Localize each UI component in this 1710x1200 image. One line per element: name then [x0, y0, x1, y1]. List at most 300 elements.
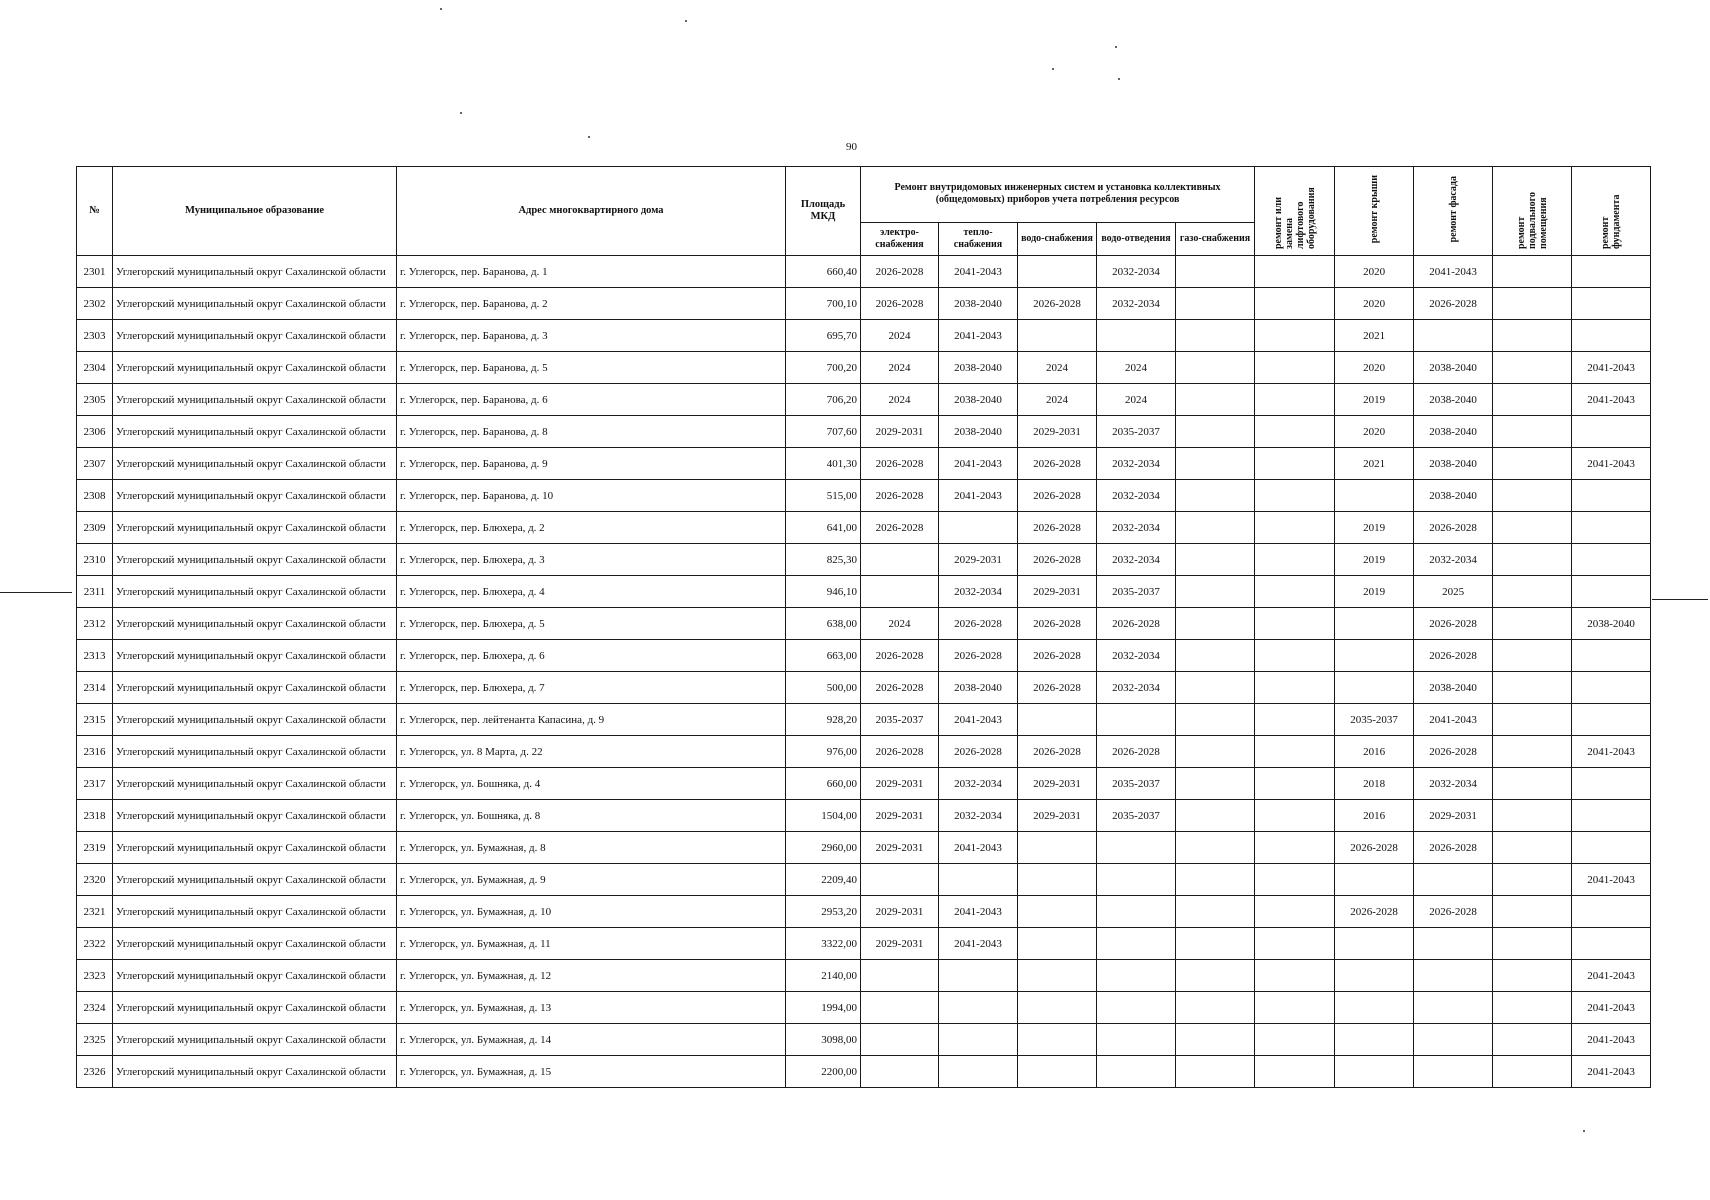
electricity-cell: 2024	[861, 352, 939, 384]
row-number: 2311	[77, 576, 113, 608]
water-disposal-cell	[1097, 1056, 1176, 1088]
gas-cell	[1176, 288, 1255, 320]
basement-cell	[1493, 832, 1572, 864]
table-row	[77, 768, 1651, 800]
municipality-cell: Углегорский муниципальный округ Сахалинской области	[113, 576, 397, 608]
gas-cell	[1176, 448, 1255, 480]
foundation-cell	[1572, 576, 1651, 608]
water-disposal-cell: 2035-2037	[1097, 576, 1176, 608]
area-cell: 2140,00	[786, 960, 861, 992]
elevator-cell	[1255, 896, 1335, 928]
basement-cell	[1493, 544, 1572, 576]
foundation-cell	[1572, 640, 1651, 672]
table-row	[77, 256, 1651, 288]
electricity-cell: 2026-2028	[861, 448, 939, 480]
heating-cell	[939, 1056, 1018, 1088]
facade-cell: 2026-2028	[1414, 640, 1493, 672]
table-row	[77, 736, 1651, 768]
basement-cell	[1493, 640, 1572, 672]
basement-cell	[1493, 992, 1572, 1024]
water-disposal-cell	[1097, 832, 1176, 864]
roof-cell: 2026-2028	[1335, 896, 1414, 928]
address-cell: г. Углегорск, пер. Баранова, д. 2	[397, 288, 786, 320]
area-cell: 825,30	[786, 544, 861, 576]
water-supply-cell	[1018, 704, 1097, 736]
heating-cell: 2032-2034	[939, 768, 1018, 800]
heating-cell	[939, 864, 1018, 896]
municipality-cell: Углегорский муниципальный округ Сахалинской области	[113, 672, 397, 704]
gas-cell	[1176, 512, 1255, 544]
heating-cell	[939, 512, 1018, 544]
municipality-cell: Углегорский муниципальный округ Сахалинской области	[113, 480, 397, 512]
municipality-cell: Углегорский муниципальный округ Сахалинской области	[113, 544, 397, 576]
header-roof-label: ремонт крыши	[1368, 174, 1380, 244]
row-number: 2304	[77, 352, 113, 384]
elevator-cell	[1255, 1024, 1335, 1056]
roof-cell	[1335, 1024, 1414, 1056]
heating-cell: 2041-2043	[939, 704, 1018, 736]
foundation-cell: 2041-2043	[1572, 992, 1651, 1024]
facade-cell: 2038-2040	[1414, 352, 1493, 384]
elevator-cell	[1255, 480, 1335, 512]
header-municipality: Муниципальное образование	[113, 167, 397, 256]
area-cell: 500,00	[786, 672, 861, 704]
gas-cell	[1176, 640, 1255, 672]
water-supply-cell: 2029-2031	[1018, 768, 1097, 800]
municipality-cell: Углегорский муниципальный округ Сахалинской области	[113, 384, 397, 416]
address-cell: г. Углегорск, пер. Баранова, д. 6	[397, 384, 786, 416]
water-disposal-cell: 2032-2034	[1097, 672, 1176, 704]
basement-cell	[1493, 416, 1572, 448]
address-cell: г. Углегорск, ул. Бошняка, д. 8	[397, 800, 786, 832]
table-row	[77, 352, 1651, 384]
municipality-cell: Углегорский муниципальный округ Сахалинской области	[113, 640, 397, 672]
electricity-cell: 2026-2028	[861, 672, 939, 704]
heating-cell: 2041-2043	[939, 256, 1018, 288]
heating-cell: 2041-2043	[939, 448, 1018, 480]
electricity-cell: 2026-2028	[861, 256, 939, 288]
water-supply-cell	[1018, 960, 1097, 992]
elevator-cell	[1255, 288, 1335, 320]
row-number: 2319	[77, 832, 113, 864]
water-disposal-cell: 2026-2028	[1097, 736, 1176, 768]
address-cell: г. Углегорск, пер. Баранова, д. 3	[397, 320, 786, 352]
address-cell: г. Углегорск, пер. лейтенанта Капасина, д. 9	[397, 704, 786, 736]
elevator-cell	[1255, 576, 1335, 608]
gas-cell	[1176, 384, 1255, 416]
row-number: 2312	[77, 608, 113, 640]
row-number: 2323	[77, 960, 113, 992]
table-row	[77, 1056, 1651, 1088]
water-supply-cell: 2029-2031	[1018, 576, 1097, 608]
water-supply-cell	[1018, 896, 1097, 928]
foundation-cell: 2041-2043	[1572, 384, 1651, 416]
water-disposal-cell: 2032-2034	[1097, 480, 1176, 512]
header-water-disposal: водо-отведения	[1097, 222, 1176, 255]
water-supply-cell: 2026-2028	[1018, 640, 1097, 672]
facade-cell: 2025	[1414, 576, 1493, 608]
area-cell: 976,00	[786, 736, 861, 768]
water-disposal-cell: 2032-2034	[1097, 448, 1176, 480]
header-engineering-systems: Ремонт внутридомовых инженерных систем и установка коллективных (общедомовых) приборов учета потребления ресурсов	[861, 167, 1255, 223]
elevator-cell	[1255, 448, 1335, 480]
table-row	[77, 384, 1651, 416]
foundation-cell	[1572, 288, 1651, 320]
elevator-cell	[1255, 512, 1335, 544]
heating-cell: 2041-2043	[939, 928, 1018, 960]
elevator-cell	[1255, 544, 1335, 576]
foundation-cell: 2041-2043	[1572, 864, 1651, 896]
foundation-cell	[1572, 768, 1651, 800]
area-cell: 663,00	[786, 640, 861, 672]
basement-cell	[1493, 928, 1572, 960]
facade-cell: 2038-2040	[1414, 480, 1493, 512]
row-number: 2310	[77, 544, 113, 576]
foundation-cell	[1572, 704, 1651, 736]
elevator-cell	[1255, 736, 1335, 768]
table-row	[77, 896, 1651, 928]
scan-speck	[1115, 46, 1117, 48]
area-cell: 660,40	[786, 256, 861, 288]
water-disposal-cell: 2035-2037	[1097, 800, 1176, 832]
basement-cell	[1493, 384, 1572, 416]
row-number: 2302	[77, 288, 113, 320]
roof-cell: 2020	[1335, 288, 1414, 320]
basement-cell	[1493, 736, 1572, 768]
municipality-cell: Углегорский муниципальный округ Сахалинской области	[113, 320, 397, 352]
row-number: 2318	[77, 800, 113, 832]
water-disposal-cell: 2032-2034	[1097, 288, 1176, 320]
table-row	[77, 640, 1651, 672]
water-supply-cell	[1018, 1024, 1097, 1056]
address-cell: г. Углегорск, пер. Баранова, д. 10	[397, 480, 786, 512]
municipality-cell: Углегорский муниципальный округ Сахалинской области	[113, 960, 397, 992]
facade-cell: 2032-2034	[1414, 544, 1493, 576]
municipality-cell: Углегорский муниципальный округ Сахалинской области	[113, 1024, 397, 1056]
heating-cell	[939, 960, 1018, 992]
row-number: 2301	[77, 256, 113, 288]
water-disposal-cell: 2032-2034	[1097, 544, 1176, 576]
heating-cell: 2041-2043	[939, 320, 1018, 352]
row-number: 2324	[77, 992, 113, 1024]
table-row	[77, 704, 1651, 736]
row-number: 2322	[77, 928, 113, 960]
table-row	[77, 832, 1651, 864]
gas-cell	[1176, 864, 1255, 896]
header-elevator-label: ремонт или замена лифтового оборудования	[1272, 187, 1317, 249]
address-cell: г. Углегорск, пер. Блюхера, д. 3	[397, 544, 786, 576]
elevator-cell	[1255, 256, 1335, 288]
roof-cell: 2020	[1335, 256, 1414, 288]
water-disposal-cell: 2024	[1097, 352, 1176, 384]
basement-cell	[1493, 960, 1572, 992]
electricity-cell: 2026-2028	[861, 480, 939, 512]
row-number: 2309	[77, 512, 113, 544]
roof-cell	[1335, 928, 1414, 960]
address-cell: г. Углегорск, ул. 8 Марта, д. 22	[397, 736, 786, 768]
water-supply-cell: 2026-2028	[1018, 448, 1097, 480]
facade-cell	[1414, 320, 1493, 352]
scan-line-left	[0, 592, 72, 593]
table-row	[77, 992, 1651, 1024]
address-cell: г. Углегорск, пер. Блюхера, д. 7	[397, 672, 786, 704]
facade-cell: 2026-2028	[1414, 832, 1493, 864]
water-supply-cell	[1018, 1056, 1097, 1088]
facade-cell: 2026-2028	[1414, 288, 1493, 320]
address-cell: г. Углегорск, ул. Бумажная, д. 10	[397, 896, 786, 928]
foundation-cell: 2041-2043	[1572, 352, 1651, 384]
municipality-cell: Углегорский муниципальный округ Сахалинской области	[113, 928, 397, 960]
municipality-cell: Углегорский муниципальный округ Сахалинской области	[113, 448, 397, 480]
electricity-cell	[861, 1024, 939, 1056]
heating-cell: 2038-2040	[939, 288, 1018, 320]
electricity-cell: 2026-2028	[861, 288, 939, 320]
water-disposal-cell	[1097, 960, 1176, 992]
heating-cell	[939, 992, 1018, 1024]
basement-cell	[1493, 576, 1572, 608]
header-gas: газо-снабжения	[1176, 222, 1255, 255]
address-cell: г. Углегорск, пер. Блюхера, д. 2	[397, 512, 786, 544]
header-basement-label: ремонт подвального помещения	[1515, 192, 1549, 249]
foundation-cell	[1572, 320, 1651, 352]
water-disposal-cell	[1097, 864, 1176, 896]
row-number: 2316	[77, 736, 113, 768]
water-disposal-cell	[1097, 896, 1176, 928]
gas-cell	[1176, 320, 1255, 352]
area-cell: 515,00	[786, 480, 861, 512]
water-disposal-cell: 2032-2034	[1097, 512, 1176, 544]
scan-speck	[1052, 68, 1054, 70]
elevator-cell	[1255, 640, 1335, 672]
heating-cell: 2026-2028	[939, 736, 1018, 768]
facade-cell: 2032-2034	[1414, 768, 1493, 800]
water-supply-cell: 2024	[1018, 384, 1097, 416]
basement-cell	[1493, 352, 1572, 384]
gas-cell	[1176, 928, 1255, 960]
table-row	[77, 928, 1651, 960]
scan-speck	[460, 112, 462, 114]
municipality-cell: Углегорский муниципальный округ Сахалинской области	[113, 800, 397, 832]
electricity-cell: 2029-2031	[861, 896, 939, 928]
gas-cell	[1176, 1056, 1255, 1088]
area-cell: 2209,40	[786, 864, 861, 896]
address-cell: г. Углегорск, пер. Баранова, д. 1	[397, 256, 786, 288]
foundation-cell: 2041-2043	[1572, 736, 1651, 768]
row-number: 2315	[77, 704, 113, 736]
elevator-cell	[1255, 416, 1335, 448]
roof-cell	[1335, 672, 1414, 704]
municipality-cell: Углегорский муниципальный округ Сахалинской области	[113, 416, 397, 448]
gas-cell	[1176, 768, 1255, 800]
municipality-cell: Углегорский муниципальный округ Сахалинской области	[113, 768, 397, 800]
table-row	[77, 1024, 1651, 1056]
electricity-cell: 2029-2031	[861, 832, 939, 864]
area-cell: 2200,00	[786, 1056, 861, 1088]
roof-cell: 2021	[1335, 448, 1414, 480]
water-supply-cell: 2029-2031	[1018, 800, 1097, 832]
roof-cell: 2035-2037	[1335, 704, 1414, 736]
gas-cell	[1176, 992, 1255, 1024]
address-cell: г. Углегорск, пер. Блюхера, д. 6	[397, 640, 786, 672]
roof-cell	[1335, 608, 1414, 640]
gas-cell	[1176, 960, 1255, 992]
heating-cell: 2038-2040	[939, 384, 1018, 416]
elevator-cell	[1255, 384, 1335, 416]
area-cell: 946,10	[786, 576, 861, 608]
heating-cell: 2041-2043	[939, 832, 1018, 864]
water-disposal-cell: 2035-2037	[1097, 768, 1176, 800]
foundation-cell: 2038-2040	[1572, 608, 1651, 640]
facade-cell: 2041-2043	[1414, 256, 1493, 288]
gas-cell	[1176, 800, 1255, 832]
water-supply-cell	[1018, 928, 1097, 960]
header-water-supply: водо-снабжения	[1018, 222, 1097, 255]
heating-cell	[939, 1024, 1018, 1056]
elevator-cell	[1255, 1056, 1335, 1088]
foundation-cell	[1572, 928, 1651, 960]
scan-speck	[1583, 1130, 1585, 1132]
gas-cell	[1176, 416, 1255, 448]
electricity-cell	[861, 864, 939, 896]
electricity-cell	[861, 960, 939, 992]
water-disposal-cell: 2035-2037	[1097, 416, 1176, 448]
address-cell: г. Углегорск, ул. Бошняка, д. 4	[397, 768, 786, 800]
municipality-cell: Углегорский муниципальный округ Сахалинской области	[113, 736, 397, 768]
address-cell: г. Углегорск, пер. Баранова, д. 5	[397, 352, 786, 384]
table-row	[77, 288, 1651, 320]
electricity-cell	[861, 576, 939, 608]
area-cell: 3098,00	[786, 1024, 861, 1056]
row-number: 2308	[77, 480, 113, 512]
municipality-cell: Углегорский муниципальный округ Сахалинской области	[113, 704, 397, 736]
water-supply-cell: 2024	[1018, 352, 1097, 384]
table-row	[77, 480, 1651, 512]
header-address: Адрес многоквартирного дома	[397, 167, 786, 256]
area-cell: 2953,20	[786, 896, 861, 928]
water-supply-cell: 2029-2031	[1018, 416, 1097, 448]
area-cell: 928,20	[786, 704, 861, 736]
gas-cell	[1176, 832, 1255, 864]
table-row	[77, 960, 1651, 992]
area-cell: 700,10	[786, 288, 861, 320]
header-facade-label: ремонт фасада	[1447, 175, 1459, 243]
water-supply-cell: 2026-2028	[1018, 608, 1097, 640]
gas-cell	[1176, 672, 1255, 704]
municipality-cell: Углегорский муниципальный округ Сахалинской области	[113, 288, 397, 320]
area-cell: 3322,00	[786, 928, 861, 960]
row-number: 2306	[77, 416, 113, 448]
foundation-cell	[1572, 896, 1651, 928]
row-number: 2313	[77, 640, 113, 672]
header-heating: тепло-снабжения	[939, 222, 1018, 255]
water-supply-cell	[1018, 256, 1097, 288]
facade-cell	[1414, 992, 1493, 1024]
elevator-cell	[1255, 320, 1335, 352]
elevator-cell	[1255, 800, 1335, 832]
gas-cell	[1176, 544, 1255, 576]
gas-cell	[1176, 352, 1255, 384]
elevator-cell	[1255, 864, 1335, 896]
water-supply-cell: 2026-2028	[1018, 736, 1097, 768]
header-area: Площадь МКД	[786, 167, 861, 256]
heating-cell: 2038-2040	[939, 672, 1018, 704]
electricity-cell: 2029-2031	[861, 768, 939, 800]
basement-cell	[1493, 256, 1572, 288]
facade-cell: 2038-2040	[1414, 416, 1493, 448]
gas-cell	[1176, 736, 1255, 768]
municipality-cell: Углегорский муниципальный округ Сахалинской области	[113, 256, 397, 288]
water-disposal-cell	[1097, 320, 1176, 352]
scan-speck	[440, 8, 442, 10]
water-supply-cell	[1018, 992, 1097, 1024]
water-disposal-cell	[1097, 928, 1176, 960]
gas-cell	[1176, 480, 1255, 512]
roof-cell	[1335, 640, 1414, 672]
area-cell: 706,20	[786, 384, 861, 416]
gas-cell	[1176, 576, 1255, 608]
heating-cell: 2026-2028	[939, 640, 1018, 672]
area-cell: 401,30	[786, 448, 861, 480]
municipality-cell: Углегорский муниципальный округ Сахалинской области	[113, 896, 397, 928]
row-number: 2317	[77, 768, 113, 800]
foundation-cell	[1572, 544, 1651, 576]
heating-cell: 2041-2043	[939, 480, 1018, 512]
water-supply-cell	[1018, 864, 1097, 896]
basement-cell	[1493, 320, 1572, 352]
basement-cell	[1493, 448, 1572, 480]
gas-cell	[1176, 896, 1255, 928]
foundation-cell	[1572, 800, 1651, 832]
foundation-cell	[1572, 256, 1651, 288]
water-disposal-cell	[1097, 1024, 1176, 1056]
table-row	[77, 672, 1651, 704]
scan-line-right	[1652, 599, 1708, 600]
area-cell: 2960,00	[786, 832, 861, 864]
facade-cell: 2026-2028	[1414, 896, 1493, 928]
row-number: 2307	[77, 448, 113, 480]
area-cell: 1994,00	[786, 992, 861, 1024]
electricity-cell: 2024	[861, 608, 939, 640]
roof-cell: 2019	[1335, 384, 1414, 416]
foundation-cell	[1572, 416, 1651, 448]
table-row	[77, 320, 1651, 352]
heating-cell: 2041-2043	[939, 896, 1018, 928]
municipality-cell: Углегорский муниципальный округ Сахалинской области	[113, 992, 397, 1024]
electricity-cell: 2026-2028	[861, 640, 939, 672]
electricity-cell	[861, 1056, 939, 1088]
page-number: 90	[846, 141, 857, 153]
roof-cell	[1335, 1056, 1414, 1088]
electricity-cell: 2029-2031	[861, 928, 939, 960]
header-roof	[1335, 167, 1414, 256]
municipality-cell: Углегорский муниципальный округ Сахалинской области	[113, 1056, 397, 1088]
water-supply-cell: 2026-2028	[1018, 512, 1097, 544]
electricity-cell: 2029-2031	[861, 800, 939, 832]
municipality-cell: Углегорский муниципальный округ Сахалинской области	[113, 512, 397, 544]
municipality-cell: Углегорский муниципальный округ Сахалинской области	[113, 608, 397, 640]
header-number: №	[77, 167, 113, 256]
basement-cell	[1493, 704, 1572, 736]
roof-cell: 2016	[1335, 736, 1414, 768]
elevator-cell	[1255, 960, 1335, 992]
facade-cell	[1414, 960, 1493, 992]
elevator-cell	[1255, 832, 1335, 864]
elevator-cell	[1255, 992, 1335, 1024]
facade-cell: 2026-2028	[1414, 736, 1493, 768]
address-cell: г. Углегорск, ул. Бумажная, д. 15	[397, 1056, 786, 1088]
heating-cell: 2032-2034	[939, 576, 1018, 608]
foundation-cell	[1572, 832, 1651, 864]
